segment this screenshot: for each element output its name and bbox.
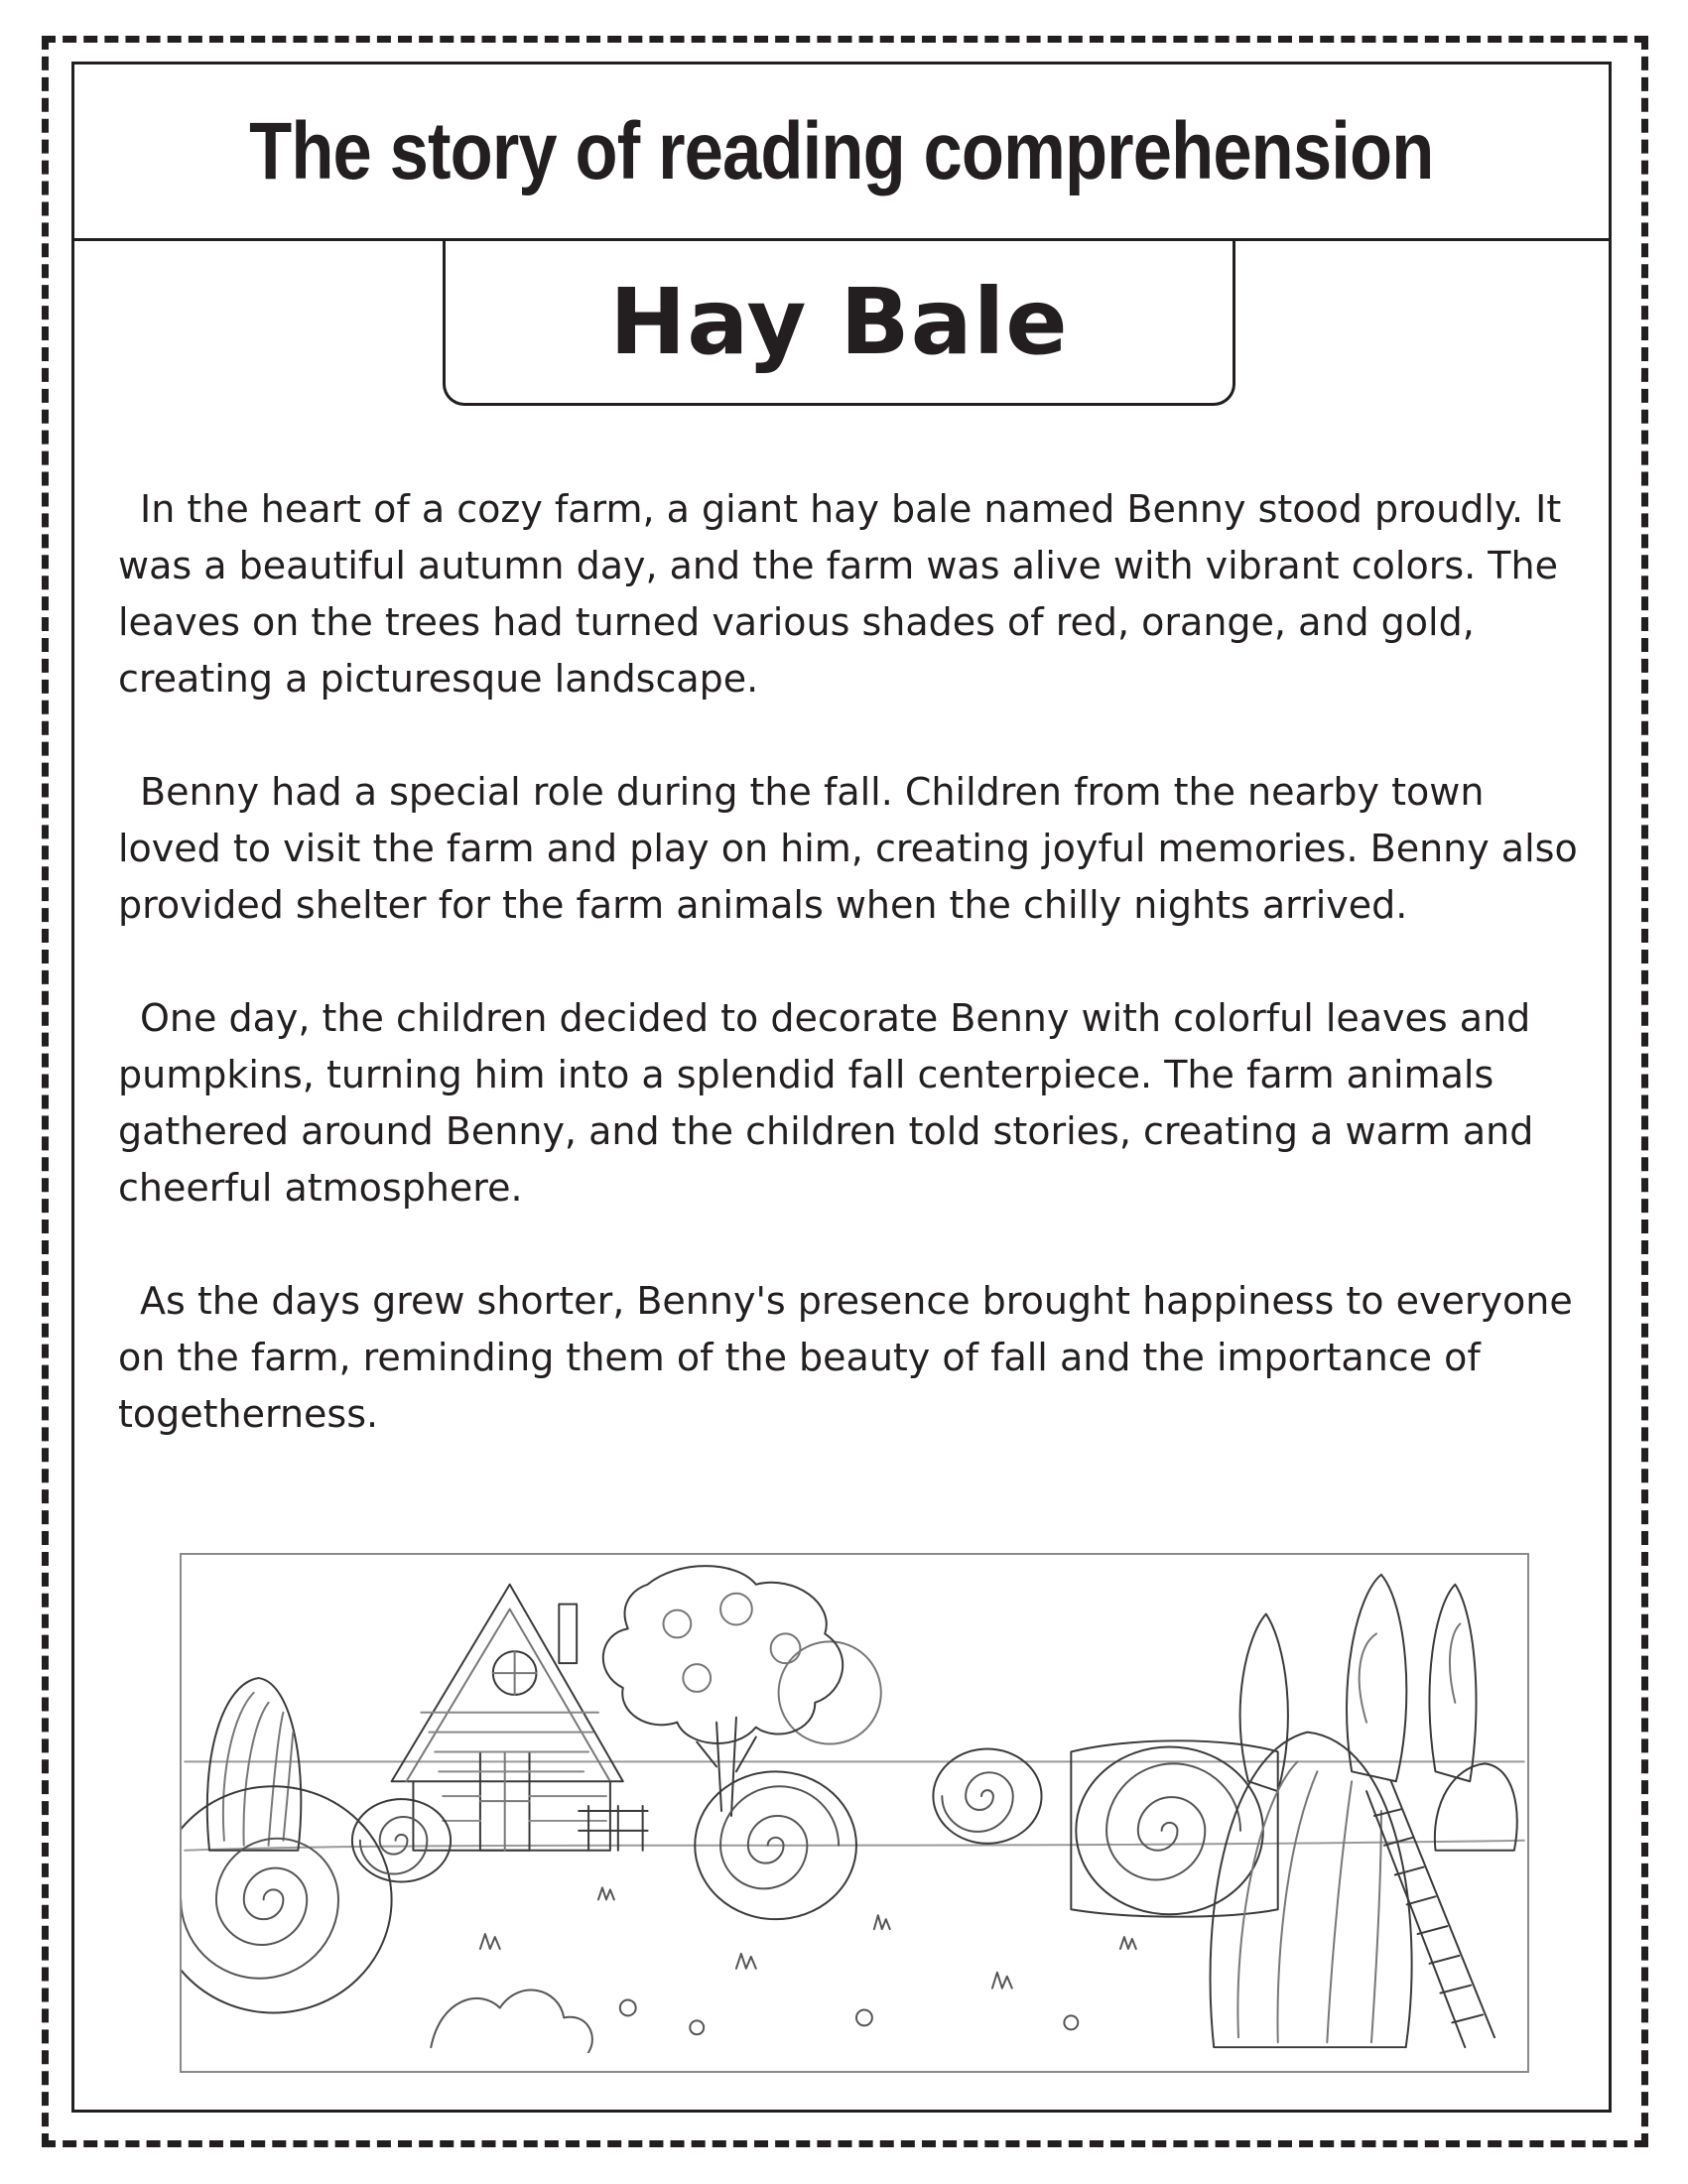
page-title: The story of reading comprehension	[249, 105, 1434, 196]
farm-illustration	[180, 1553, 1529, 2073]
worksheet-frame	[71, 62, 1612, 2113]
header-band	[74, 64, 1609, 241]
story-paragraph-1: In the heart of a cozy farm, a giant hay bale named Benny stood proudly. It was a beautiful autumn day, and the farm was alive with vibrant colors. The leaves on the trees had turned various shades of red, orange, and gold, creating a picturesque landscape.	[118, 487, 1562, 701]
farm-hay-bales-coloring-illustration	[182, 1555, 1527, 2071]
hay-bale-right	[1071, 1740, 1277, 1916]
hay-bale-far-center	[933, 1748, 1041, 1843]
hay-bale-large-left	[182, 1786, 392, 2012]
story-title: Hay Bale	[609, 269, 1069, 375]
story-paragraph-4: As the days grew shorter, Benny's presence brought happiness to everyone on the farm, reminding them of the beauty of fall and the importance of togetherness.	[118, 1279, 1573, 1436]
story-title-box	[443, 241, 1235, 406]
story-paragraph-3: One day, the children decided to decorate Benny with colorful leaves and pumpkins, turning him into a splendid fall centerpiece. The farm animals gathered around Benny, and the children told stories, creating a warm and cheerful atmosphere.	[118, 996, 1534, 1210]
story-text	[118, 481, 1597, 1499]
hay-bale-small-left	[352, 1799, 451, 1881]
story-paragraph-2: Benny had a special role during the fall. Children from the nearby town loved to visit the farm and play on him, creating joyful memories. Benny also provided shelter for the farm animals when the chilly nights arrived.	[118, 770, 1578, 927]
